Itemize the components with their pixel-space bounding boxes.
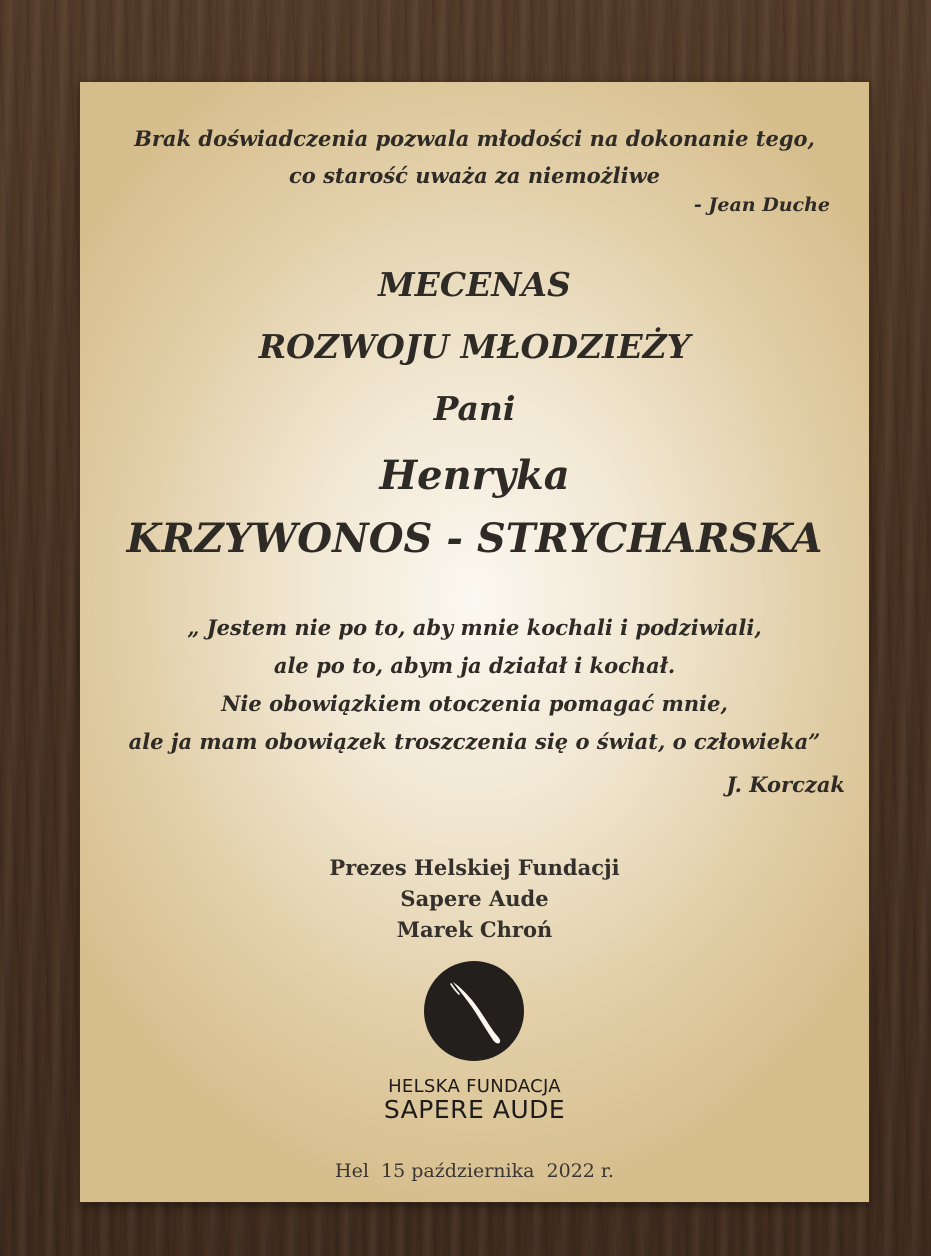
honoree-surname: KRZYWONOS - STRYCHARSKA <box>126 515 823 562</box>
foundation-name-line2: SAPERE AUDE <box>383 1095 566 1124</box>
signature-line: Sapere Aude <box>400 886 549 911</box>
place-and-date: Hel 15 października 2022 r. <box>335 1160 614 1182</box>
quote-line: Nie obowiązkiem otoczenia pomagać mnie, <box>221 691 728 716</box>
feather-quill-icon <box>423 960 525 1062</box>
epigraph-quote <box>80 120 869 194</box>
quote-line: ale ja mam obowiązek troszczenia się o świat, o człowieka” <box>128 729 821 754</box>
signature-line: Marek Chroń <box>396 917 553 942</box>
award-title-line: ROZWOJU MŁODZIEŻY <box>258 327 691 366</box>
award-title-line: MECENAS <box>378 265 571 304</box>
epigraph-line: Brak doświadczenia pozwala młodości na dokonanie tego, <box>134 126 815 151</box>
award-title-line: Pani <box>433 389 516 428</box>
quote-author: J. Korczak <box>726 772 845 797</box>
award-plaque <box>80 82 869 1202</box>
epigraph-author: - Jean Duche <box>693 194 830 216</box>
signature-line: Prezes Helskiej Fundacji <box>329 855 620 880</box>
honoree-first-name: Henryka <box>379 452 570 499</box>
quote-line: „ Jestem nie po to, aby mnie kochali i podziwiali, <box>187 615 762 640</box>
signature-block <box>80 852 869 945</box>
award-title <box>80 254 869 440</box>
foundation-name-line1: HELSKA FUNDACJA <box>388 1076 561 1097</box>
quote-line: ale po to, abym ja działał i kochał. <box>273 653 676 678</box>
epigraph-line: co starość uważa za niemożliwe <box>288 163 661 188</box>
korczak-quote <box>80 609 869 761</box>
